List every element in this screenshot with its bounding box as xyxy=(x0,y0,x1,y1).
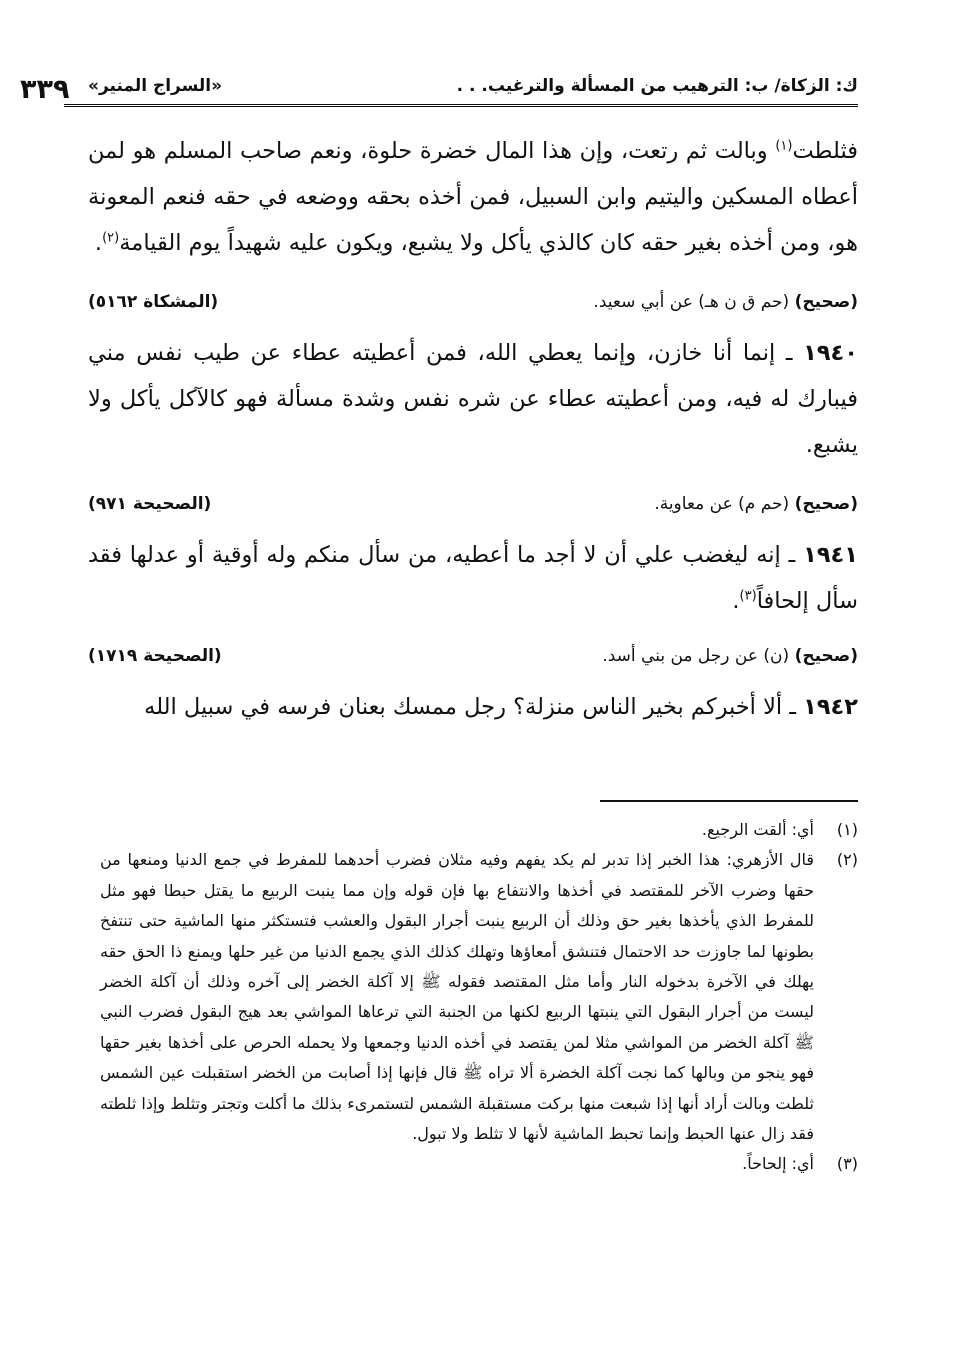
hadith-continued xyxy=(88,128,858,266)
hadith-1940 xyxy=(88,330,858,468)
footnote-divider xyxy=(600,800,858,802)
hadith-1941 xyxy=(88,532,858,624)
grading-label: (صحيح) xyxy=(794,646,858,666)
hadith-number: ١٩٤٠ xyxy=(803,340,858,366)
grading-label: (صحيح) xyxy=(794,494,858,514)
hadith-number: ١٩٤١ xyxy=(803,542,858,568)
grading-narrator: (حم ق ن هـ) عن أبي سعيد. xyxy=(593,292,795,312)
hadith-text: ـ إنما أنا خازن، وإنما يعطي الله، فمن أعطيته عطاء عن طيب نفس مني فيبارك له فيه، ومن أعطيته عطاء عن شره نفس وشدة مسألة فهو كالآكل يأكل ولا يشبع. xyxy=(88,340,858,458)
footnote-text: قال الأزهري: هذا الخبر إذا تدبر لم يكد يفهم وفيه مثلان فضرب أحدهما للمفرط في جمع الدنيا ومنعها من حقها وضرب الآخر للمقتصد في أخذها والانتفاع بها فإن قوله وإن مما ينبت الربيع ما يقتل حبطا فهو مثل للمفرط الذي يأخذها بغير حق وذلك أن الربيع ينبت أجرار البقول والعشب فتستكثر منها الماشية حتى تنتفخ بطونها لما جاوزت حد الاحتمال فتنشق أمعاؤها وتهلك كذلك الذي يجمع الدنيا من غير حلها ويمنع ذا الحق حقه يهلك في الآخرة بدخوله النار وأما مثل المقتصد فقوله ﷺ إلا آكلة الخضر إلى آخره وذلك أن آكلة الخضر ليست من أجرار البقول التي ينبتها الربيع لكنها من الجنبة التي ترعاها المواشي بعد هيج البقول فضرب النبي ﷺ آكلة الخضر من المواشي مثلا لمن يقتصد في أخذه الدنيا وجمعها ولا يحمله الحرص على أخذها بغير حقها فهو ينجو من وبالها كما نجت آكلة الخضرة ألا تراه ﷺ قال فإنها إذا أصابت من الخضر استقبلت عين الشمس ثلطت وبالت أراد أنها إذا شبعت منها بركت مستقبلة الشمس لتستمرىء بذلك ما أكلت وتجتر وتثلط وإذا ثلطته فقد زال عنها الحبط وإنما تحبط الماشية لأنها لا تثلط ولا تبول. xyxy=(100,850,814,1144)
hadith-end: . xyxy=(94,230,103,256)
footnote xyxy=(100,845,858,1149)
footnotes xyxy=(100,815,858,1180)
book-title: «السراج المنير» xyxy=(88,76,223,96)
grading-label: (صحيح) xyxy=(794,292,858,312)
hadith-1942 xyxy=(88,684,858,730)
grading-source xyxy=(654,494,858,514)
main-text xyxy=(88,128,858,730)
footnote-text: أي: إلحاحاً. xyxy=(742,1154,814,1174)
footnote-number: (١) xyxy=(836,820,858,839)
footnote-text: أي: ألقت الرجيع. xyxy=(701,820,814,839)
footnote-number: (٣) xyxy=(836,1154,858,1174)
hadith-grading xyxy=(88,494,858,514)
hadith-grading xyxy=(88,292,858,312)
hadith-text: ـ إنه ليغضب علي أن لا أجد ما أعطيه، من سأل منكم وله أوقية أو عدلها فقد سأل إلحافاً xyxy=(88,542,858,614)
footnote-number: (٢) xyxy=(836,850,858,870)
grading-source xyxy=(602,646,858,666)
footnote xyxy=(100,1149,858,1179)
footnote xyxy=(100,815,858,845)
footnote-ref[interactable]: (١) xyxy=(775,138,793,154)
footnote-ref[interactable]: (٣) xyxy=(739,588,757,604)
hadith-grading xyxy=(88,646,858,666)
chapter-title: ك: الزكاة/ ب: الترهيب من المسألة والترغيب. . . xyxy=(456,76,858,96)
hadith-text: ـ ألا أخبركم بخير الناس منزلة؟ رجل ممسك بعنان فرسه في سبيل الله xyxy=(144,694,804,720)
header-rule xyxy=(64,104,858,107)
hadith-text: فثلطت xyxy=(792,138,858,164)
hadith-text: وبالت ثم رتعت، وإن هذا المال خضرة حلوة، ونعم صاحب المسلم هو لمن أعطاه المسكين واليتيم وابن السبيل، فمن أخذه بحقه ووضعه في حقه فنعم المعونة هو، ومن أخذه بغير حقه كان كالذي يأكل ولا يشبع، ويكون عليه شهيداً يوم القيامة xyxy=(88,138,858,256)
grading-reference: (المشكاة ٥١٦٢) xyxy=(88,292,219,312)
grading-reference: (الصحيحة ١٧١٩) xyxy=(88,646,222,666)
grading-narrator: (حم م) عن معاوية. xyxy=(654,494,795,514)
hadith-end: . xyxy=(732,588,740,614)
hadith-number: ١٩٤٢ xyxy=(803,694,858,720)
grading-narrator: (ن) عن رجل من بني أسد. xyxy=(602,646,795,666)
grading-reference: (الصحيحة ٩٧١) xyxy=(88,494,212,514)
page-number: ٣٣٩ xyxy=(20,74,70,105)
footnote-ref[interactable]: (٢) xyxy=(102,230,120,246)
grading-source xyxy=(593,292,858,312)
